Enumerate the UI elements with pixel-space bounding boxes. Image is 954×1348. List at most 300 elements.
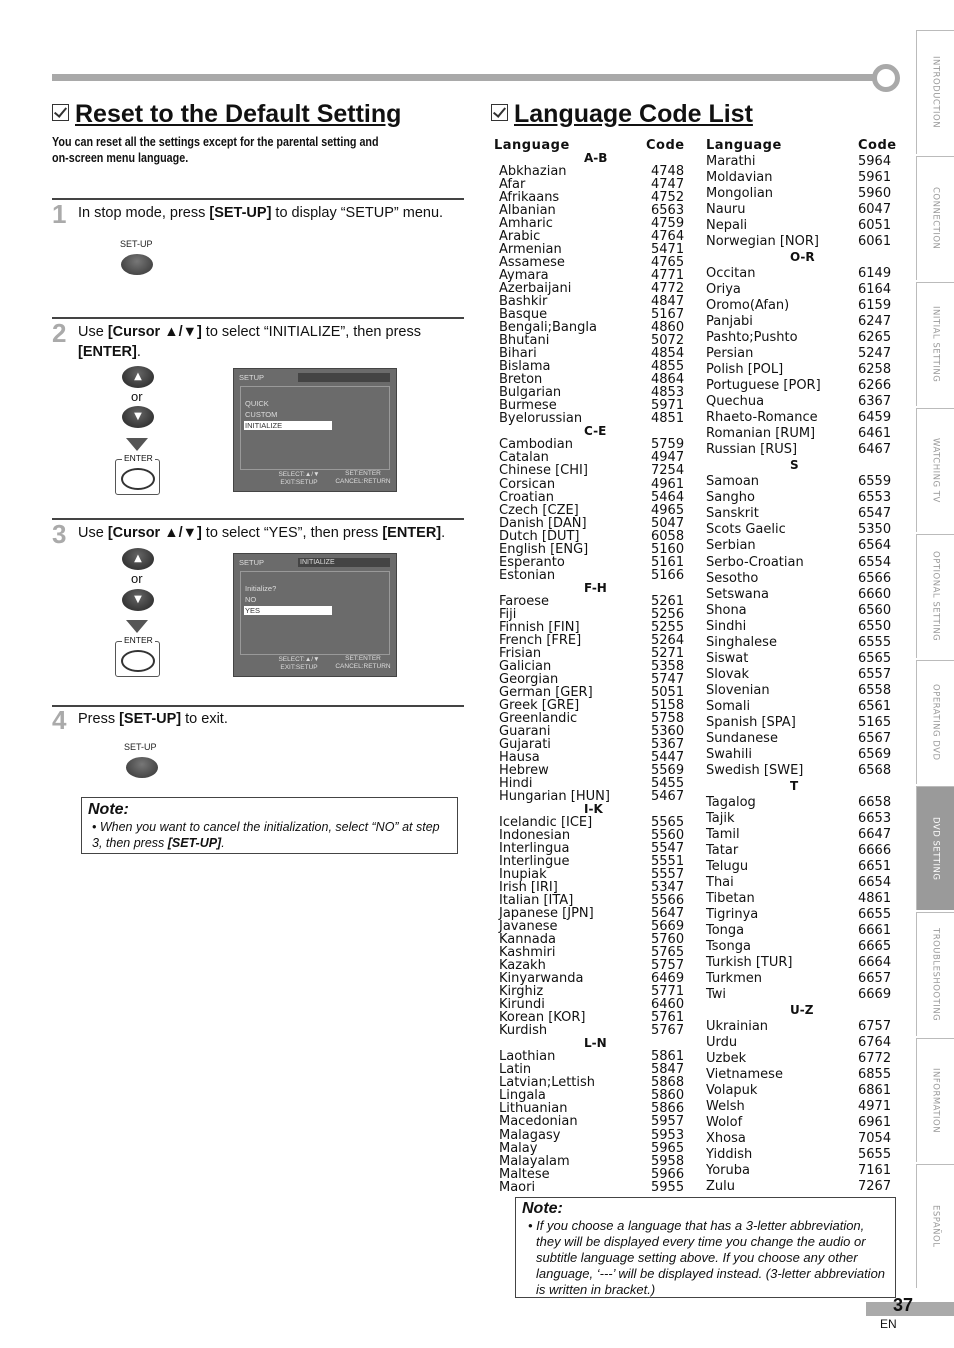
language-name: Hebrew bbox=[499, 762, 549, 778]
language-name: Quechua bbox=[706, 394, 765, 410]
language-name: Georgian bbox=[499, 671, 559, 687]
side-tab-label: INITIAL SETTING bbox=[930, 306, 941, 383]
language-name: Slovak bbox=[706, 666, 750, 682]
side-tab-label: OPTIONAL SETTING bbox=[930, 551, 941, 642]
side-tab-label: DVD SETTING bbox=[930, 816, 941, 881]
language-code: 5758 bbox=[651, 710, 685, 726]
language-name: Oromo(Afan) bbox=[706, 298, 790, 314]
language-name: Vietnamese bbox=[706, 1067, 783, 1083]
side-tab-dvd-setting bbox=[916, 786, 954, 910]
language-name: Somali bbox=[706, 698, 751, 714]
language-code: 6660 bbox=[858, 586, 892, 602]
language-name: Interlingue bbox=[499, 854, 570, 870]
language-code: 5971 bbox=[651, 398, 685, 414]
language-name: Swahili bbox=[706, 746, 752, 762]
language-code: 5965 bbox=[651, 1140, 685, 1156]
language-name: Occitan bbox=[706, 266, 756, 282]
language-group-header: O-R bbox=[790, 250, 815, 265]
language-name: Tagalog bbox=[706, 794, 756, 810]
language-code: 5957 bbox=[651, 1114, 685, 1130]
language-name: Hindi bbox=[499, 775, 533, 791]
language-code: 6664 bbox=[858, 955, 892, 970]
language-code: 4947 bbox=[651, 450, 685, 466]
lang-section-title bbox=[491, 100, 753, 129]
language-name: Tigrinya bbox=[706, 906, 759, 922]
language-code: 5551 bbox=[651, 854, 685, 870]
language-code: 6567 bbox=[858, 730, 892, 746]
language-name: Nauru bbox=[706, 202, 746, 218]
language-code: 4855 bbox=[651, 359, 685, 375]
language-code: 6669 bbox=[858, 987, 892, 1003]
language-code: 5565 bbox=[651, 815, 685, 831]
language-name: Danish [DAN] bbox=[499, 515, 587, 531]
language-name: Marathi bbox=[706, 154, 756, 169]
screen-tab: INITIALIZE bbox=[298, 558, 390, 567]
side-tab-introduction bbox=[916, 30, 954, 154]
col-header-language: Language bbox=[706, 138, 782, 153]
language-name: Afrikaans bbox=[499, 190, 560, 206]
language-name: Kurdish bbox=[499, 1023, 548, 1039]
language-code: 4765 bbox=[651, 255, 685, 271]
screen-footer-left: SELECT:▲/▼ EXIT:SETUP bbox=[278, 471, 320, 486]
language-code: 4860 bbox=[651, 320, 685, 336]
language-name: Hungarian [HUN] bbox=[499, 788, 610, 804]
language-name: Bengali;Bangla bbox=[499, 320, 597, 336]
language-name: Latin bbox=[499, 1062, 532, 1078]
language-name: Frisian bbox=[499, 645, 542, 661]
language-code: 6557 bbox=[858, 666, 892, 682]
language-group-header: L-N bbox=[584, 1036, 607, 1051]
language-code: 5350 bbox=[858, 522, 892, 538]
language-name: Tonga bbox=[706, 922, 745, 938]
col-header-language: Language bbox=[494, 138, 570, 153]
language-code: 5271 bbox=[651, 645, 685, 661]
language-code: 6566 bbox=[858, 570, 892, 586]
language-code: 6266 bbox=[858, 378, 892, 394]
language-name: Telugu bbox=[706, 858, 749, 874]
language-name: Kinyarwanda bbox=[499, 971, 584, 987]
language-name: Serbo-Croatian bbox=[706, 554, 804, 570]
language-code: 5347 bbox=[651, 880, 685, 896]
language-code: 5464 bbox=[651, 489, 685, 505]
language-code: 5964 bbox=[858, 154, 892, 169]
language-code: 6647 bbox=[858, 826, 892, 842]
language-code: 5161 bbox=[651, 554, 685, 570]
language-code: 6164 bbox=[858, 282, 892, 298]
language-code: 4853 bbox=[651, 385, 685, 401]
language-name: Italian [ITA] bbox=[499, 893, 574, 909]
language-code: 5760 bbox=[651, 932, 685, 948]
arrow-down-icon bbox=[126, 620, 148, 633]
setup-screen-1 bbox=[233, 368, 397, 492]
language-code: 5447 bbox=[651, 749, 685, 765]
lang-title-text: Language Code List bbox=[514, 100, 753, 128]
language-name: Sindhi bbox=[706, 618, 747, 634]
language-code: 5669 bbox=[651, 919, 685, 935]
language-code: 5953 bbox=[651, 1127, 685, 1143]
menu-item-no: NO bbox=[245, 595, 257, 604]
language-code: 5958 bbox=[651, 1153, 685, 1169]
step-rule bbox=[52, 317, 464, 319]
language-name: Aymara bbox=[499, 268, 549, 284]
step-rule bbox=[52, 705, 464, 707]
step-3-text: Use [Cursor ▲/▼] to select “YES”, then press [ENTER]. bbox=[78, 525, 446, 541]
language-name: Scots Gaelic bbox=[706, 522, 786, 538]
language-name: Malayalam bbox=[499, 1153, 570, 1169]
language-name: Urdu bbox=[706, 1035, 738, 1051]
menu-item-yes: YES bbox=[244, 606, 332, 615]
language-code: 6568 bbox=[858, 762, 892, 778]
note-text: • If you choose a language that has a 3-letter abbreviation, they will be displayed every time you change the audio or subtitle language setting above. If you choose any other language, ‘---’ will be displayed instead. (3-letter abbreviation is written in bracket.) bbox=[528, 1218, 886, 1297]
language-code: 6061 bbox=[858, 234, 892, 250]
language-group-header: C-E bbox=[584, 424, 607, 439]
language-code: 6149 bbox=[858, 266, 892, 282]
header-rule bbox=[52, 74, 884, 81]
language-name: Oriya bbox=[706, 282, 741, 298]
side-tab-label: INFORMATION bbox=[930, 1067, 941, 1134]
language-code: 5358 bbox=[651, 658, 685, 674]
language-name: Singhalese bbox=[706, 634, 777, 650]
step-4-text: Press [SET-UP] to exit. bbox=[78, 711, 228, 727]
language-name: Swedish [SWE] bbox=[706, 762, 804, 778]
language-name: Spanish [SPA] bbox=[706, 714, 796, 730]
col-header-code: Code bbox=[858, 138, 897, 153]
language-code: 4971 bbox=[858, 1099, 892, 1115]
language-name: Estonian bbox=[499, 567, 556, 583]
side-tab-label: CONNECTION bbox=[930, 187, 941, 250]
language-code: 5955 bbox=[651, 1179, 685, 1195]
language-name: Samoan bbox=[706, 474, 760, 490]
side-tab-operating-dvd bbox=[916, 660, 954, 784]
language-name: Afar bbox=[499, 177, 526, 193]
language-code: 6461 bbox=[858, 426, 892, 442]
side-tab-connection bbox=[916, 156, 954, 280]
language-name: Korean [KOR] bbox=[499, 1010, 586, 1026]
arrow-down-icon bbox=[126, 438, 148, 451]
side-tab-label: OPERATING DVD bbox=[930, 684, 941, 761]
language-name: Tibetan bbox=[706, 890, 755, 906]
language-name: Turkish [TUR] bbox=[706, 955, 793, 970]
language-code: 6265 bbox=[858, 330, 892, 346]
language-name: Maori bbox=[499, 1179, 536, 1195]
language-code: 6565 bbox=[858, 650, 892, 666]
language-name: Byelorussian bbox=[499, 411, 583, 427]
language-name: Corsican bbox=[499, 476, 556, 492]
note-title: Note: bbox=[522, 1200, 563, 1217]
language-code: 5467 bbox=[651, 788, 685, 804]
or-text: or bbox=[131, 389, 143, 404]
language-code: 5961 bbox=[858, 170, 892, 186]
language-name: Gujarati bbox=[499, 736, 551, 752]
language-code: 5757 bbox=[651, 958, 685, 974]
or-text: or bbox=[131, 571, 143, 586]
language-name: Bhutani bbox=[499, 333, 550, 349]
cursor-down-icon: ▼ bbox=[122, 406, 154, 428]
language-name: Bihari bbox=[499, 346, 537, 362]
language-name: Kashmiri bbox=[499, 945, 556, 961]
language-name: Lithuanian bbox=[499, 1101, 568, 1117]
side-tab-español bbox=[916, 1164, 954, 1288]
language-name: Basque bbox=[499, 307, 548, 323]
step-number: 4 bbox=[52, 705, 67, 735]
language-name: Wolof bbox=[706, 1115, 743, 1131]
language-code: 5158 bbox=[651, 697, 685, 713]
step-number: 3 bbox=[52, 519, 67, 549]
setup-label: SET-UP bbox=[120, 239, 153, 249]
language-name: Maltese bbox=[499, 1166, 550, 1182]
language-name: Norwegian [NOR] bbox=[706, 234, 819, 250]
language-code: 6655 bbox=[858, 906, 892, 922]
language-code: 6051 bbox=[858, 218, 892, 234]
header-circle bbox=[872, 64, 900, 92]
language-code: 6861 bbox=[858, 1083, 892, 1099]
language-code: 5471 bbox=[651, 242, 685, 258]
language-name: Mongolian bbox=[706, 186, 774, 202]
language-name: Russian [RUS] bbox=[706, 442, 798, 458]
language-code: 6961 bbox=[858, 1115, 892, 1131]
step-rule bbox=[52, 198, 464, 200]
language-code: 6757 bbox=[858, 1019, 892, 1035]
side-tab-troubleshooting bbox=[916, 912, 954, 1036]
side-tab-initial-setting bbox=[916, 282, 954, 406]
language-name: Malay bbox=[499, 1140, 538, 1156]
language-name: Rhaeto-Romance bbox=[706, 410, 818, 426]
language-code: 4772 bbox=[651, 281, 685, 297]
language-name: English [ENG] bbox=[499, 541, 589, 557]
language-code: 6159 bbox=[858, 298, 892, 314]
language-code: 5557 bbox=[651, 867, 685, 883]
language-name: Burmese bbox=[499, 398, 557, 414]
language-code: 5569 bbox=[651, 762, 685, 778]
step-2-text: Use [Cursor ▲/▼] to select “INITIALIZE”, then press [ENTER]. bbox=[78, 324, 421, 360]
language-code: 6855 bbox=[858, 1067, 892, 1083]
side-tab-label: ESPAÑOL bbox=[930, 1205, 941, 1248]
language-code: 4748 bbox=[651, 164, 685, 180]
language-name: Setswana bbox=[706, 586, 769, 602]
language-name: Romanian [RUM] bbox=[706, 426, 816, 442]
language-name: Tatar bbox=[706, 842, 739, 858]
language-name: Indonesian bbox=[499, 828, 571, 844]
language-code: 4747 bbox=[651, 177, 685, 193]
language-name: Javanese bbox=[499, 919, 558, 935]
language-code: 4854 bbox=[651, 346, 685, 362]
enter-button-icon: ENTER bbox=[115, 459, 160, 495]
language-name: Uzbek bbox=[706, 1051, 747, 1067]
language-code: 5256 bbox=[651, 606, 685, 622]
screen-menu bbox=[240, 386, 390, 470]
menu-item-quick: QUICK bbox=[245, 399, 269, 408]
language-name: Irish [IRI] bbox=[499, 880, 558, 896]
language-code: 6569 bbox=[858, 746, 892, 762]
cursor-up-icon: ▲ bbox=[122, 366, 154, 388]
setup-label: SET-UP bbox=[124, 742, 157, 752]
language-name: Catalan bbox=[499, 450, 549, 466]
language-code: 6553 bbox=[858, 490, 892, 506]
language-name: Tajik bbox=[706, 810, 735, 826]
screen-question: Initialize? bbox=[245, 584, 277, 593]
language-name: Lingala bbox=[499, 1088, 546, 1104]
language-group-header: T bbox=[790, 778, 799, 793]
language-code: 6653 bbox=[858, 810, 892, 826]
setup-button-icon bbox=[121, 254, 153, 275]
language-name: Twi bbox=[706, 987, 727, 1003]
page-number: 37 bbox=[893, 1295, 914, 1315]
language-name: Azerbaijani bbox=[499, 281, 572, 297]
language-name: Pashto;Pushto bbox=[706, 330, 798, 346]
language-code: 5866 bbox=[651, 1101, 685, 1117]
menu-item-custom: CUSTOM bbox=[245, 410, 278, 419]
language-name: Sangho bbox=[706, 490, 755, 506]
language-name: Volapuk bbox=[706, 1083, 758, 1099]
language-code: 5868 bbox=[651, 1075, 685, 1091]
language-name: Assamese bbox=[499, 255, 565, 271]
language-name: Nepali bbox=[706, 218, 748, 234]
language-code: 4965 bbox=[651, 502, 685, 518]
setup-screen-2 bbox=[233, 553, 397, 677]
language-name: Persian bbox=[706, 346, 754, 362]
language-code: 6058 bbox=[651, 528, 685, 544]
language-code: 6661 bbox=[858, 922, 892, 938]
language-name: Dutch [DUT] bbox=[499, 528, 580, 544]
language-code: 5767 bbox=[651, 1023, 685, 1039]
side-tab-information bbox=[916, 1038, 954, 1162]
language-name: Greek [GRE] bbox=[499, 697, 580, 713]
language-name: Fiji bbox=[499, 606, 517, 622]
language-code: 6764 bbox=[858, 1035, 892, 1051]
language-code: 6047 bbox=[858, 202, 892, 218]
side-tab-label: TROUBLESHOOTING bbox=[930, 927, 941, 1022]
language-name: Amharic bbox=[499, 216, 553, 232]
language-code: 6654 bbox=[858, 874, 892, 890]
language-name: Yoruba bbox=[706, 1163, 750, 1179]
language-name: Latvian;Lettish bbox=[499, 1075, 596, 1091]
screen-footer-right: SET:ENTER CANCEL:RETURN bbox=[335, 470, 391, 485]
step-number: 2 bbox=[52, 318, 67, 348]
language-name: Interlingua bbox=[499, 841, 570, 857]
language-code: 4771 bbox=[651, 268, 685, 284]
language-name: Chinese [CHI] bbox=[499, 463, 588, 479]
language-name: Zulu bbox=[706, 1179, 735, 1195]
cursor-down-icon: ▼ bbox=[122, 589, 154, 611]
language-name: Yiddish bbox=[706, 1147, 753, 1163]
language-name: Bislama bbox=[499, 359, 551, 375]
language-code: 4851 bbox=[651, 411, 685, 427]
note-title: Note: bbox=[88, 801, 129, 818]
reset-title-text: Reset to the Default Setting bbox=[75, 100, 402, 128]
language-name: French [FRE] bbox=[499, 632, 582, 648]
page-language: EN bbox=[880, 1317, 897, 1331]
language-group-header: I-K bbox=[584, 802, 603, 816]
language-code: 5047 bbox=[651, 515, 685, 531]
language-code: 5966 bbox=[651, 1166, 685, 1182]
language-name: Shona bbox=[706, 602, 747, 618]
language-name: Tsonga bbox=[706, 938, 751, 954]
reset-note bbox=[81, 797, 458, 854]
screen-title-bar bbox=[298, 373, 390, 382]
language-code: 5861 bbox=[651, 1049, 685, 1065]
language-name: Slovenian bbox=[706, 682, 770, 698]
language-code: 6772 bbox=[858, 1051, 892, 1067]
language-code: 5759 bbox=[651, 437, 685, 453]
language-name: Finnish [FIN] bbox=[499, 619, 580, 635]
language-name: Greenlandic bbox=[499, 710, 578, 726]
language-name: Ukrainian bbox=[706, 1019, 769, 1035]
language-code: 5771 bbox=[651, 984, 685, 1000]
language-name: Sanskrit bbox=[706, 506, 759, 522]
language-code: 5167 bbox=[651, 307, 685, 323]
language-code: 7267 bbox=[858, 1179, 892, 1195]
language-name: Kannada bbox=[499, 932, 556, 948]
language-name: Sesotho bbox=[706, 570, 759, 586]
reset-intro: You can reset all the settings except for the parental setting and on-screen menu language. bbox=[52, 135, 379, 165]
language-code: 5847 bbox=[651, 1062, 685, 1078]
language-name: Portuguese [POR] bbox=[706, 378, 821, 394]
language-code: 5360 bbox=[651, 723, 685, 739]
side-tab-watching-tv bbox=[916, 408, 954, 532]
step-1-text: In stop mode, press [SET-UP] to display “SETUP” menu. bbox=[78, 205, 444, 221]
language-code: 6258 bbox=[858, 362, 892, 378]
language-code: 5761 bbox=[651, 1010, 685, 1026]
language-code: 6459 bbox=[858, 410, 892, 426]
section-tabs bbox=[916, 30, 954, 1270]
language-code: 6247 bbox=[858, 314, 892, 330]
language-name: Hausa bbox=[499, 749, 540, 765]
language-code: 5264 bbox=[651, 632, 685, 648]
language-name: Welsh bbox=[706, 1099, 745, 1115]
language-code: 5255 bbox=[651, 619, 685, 635]
language-code: 4847 bbox=[651, 294, 685, 310]
language-name: Albanian bbox=[499, 203, 556, 219]
language-name: Siswat bbox=[706, 650, 749, 666]
language-code: 5560 bbox=[651, 828, 685, 844]
language-code: 4961 bbox=[651, 476, 685, 492]
language-code: 7054 bbox=[858, 1131, 892, 1147]
language-name: Kirghiz bbox=[499, 984, 544, 1000]
language-code: 5765 bbox=[651, 945, 685, 961]
screen-footer-right: SET:ENTER CANCEL:RETURN bbox=[335, 655, 391, 670]
language-code: 6561 bbox=[858, 698, 892, 714]
language-name: Japanese [JPN] bbox=[499, 906, 594, 922]
language-name: Kazakh bbox=[499, 958, 546, 974]
language-group-header: S bbox=[790, 458, 799, 473]
language-code: 4764 bbox=[651, 229, 685, 245]
language-name: Tamil bbox=[706, 826, 740, 842]
screen-footer-left: SELECT:▲/▼ EXIT:SETUP bbox=[278, 656, 320, 671]
screen-title: SETUP bbox=[239, 373, 265, 382]
menu-item-initialize: INITIALIZE bbox=[244, 421, 332, 430]
language-code: 5247 bbox=[858, 346, 892, 362]
language-code: 6547 bbox=[858, 506, 892, 522]
language-code: 5165 bbox=[858, 714, 892, 730]
language-name: Arabic bbox=[499, 229, 541, 245]
language-code: 6665 bbox=[858, 938, 892, 954]
language-group-header: A-B bbox=[584, 151, 608, 165]
language-name: Moldavian bbox=[706, 170, 773, 186]
language-name: Sundanese bbox=[706, 730, 778, 746]
language-code: 5566 bbox=[651, 893, 685, 909]
step-rule bbox=[52, 518, 464, 520]
language-code: 5051 bbox=[651, 684, 685, 700]
language-code: 6559 bbox=[858, 474, 892, 490]
language-name: German [GER] bbox=[499, 684, 593, 700]
language-code: 6367 bbox=[858, 394, 892, 410]
step-number: 1 bbox=[52, 199, 67, 229]
language-name: Inupiak bbox=[499, 867, 547, 883]
language-name: Xhosa bbox=[706, 1131, 746, 1147]
language-name: Polish [POL] bbox=[706, 362, 784, 378]
language-name: Serbian bbox=[706, 538, 756, 554]
checkbox-icon bbox=[491, 104, 508, 121]
